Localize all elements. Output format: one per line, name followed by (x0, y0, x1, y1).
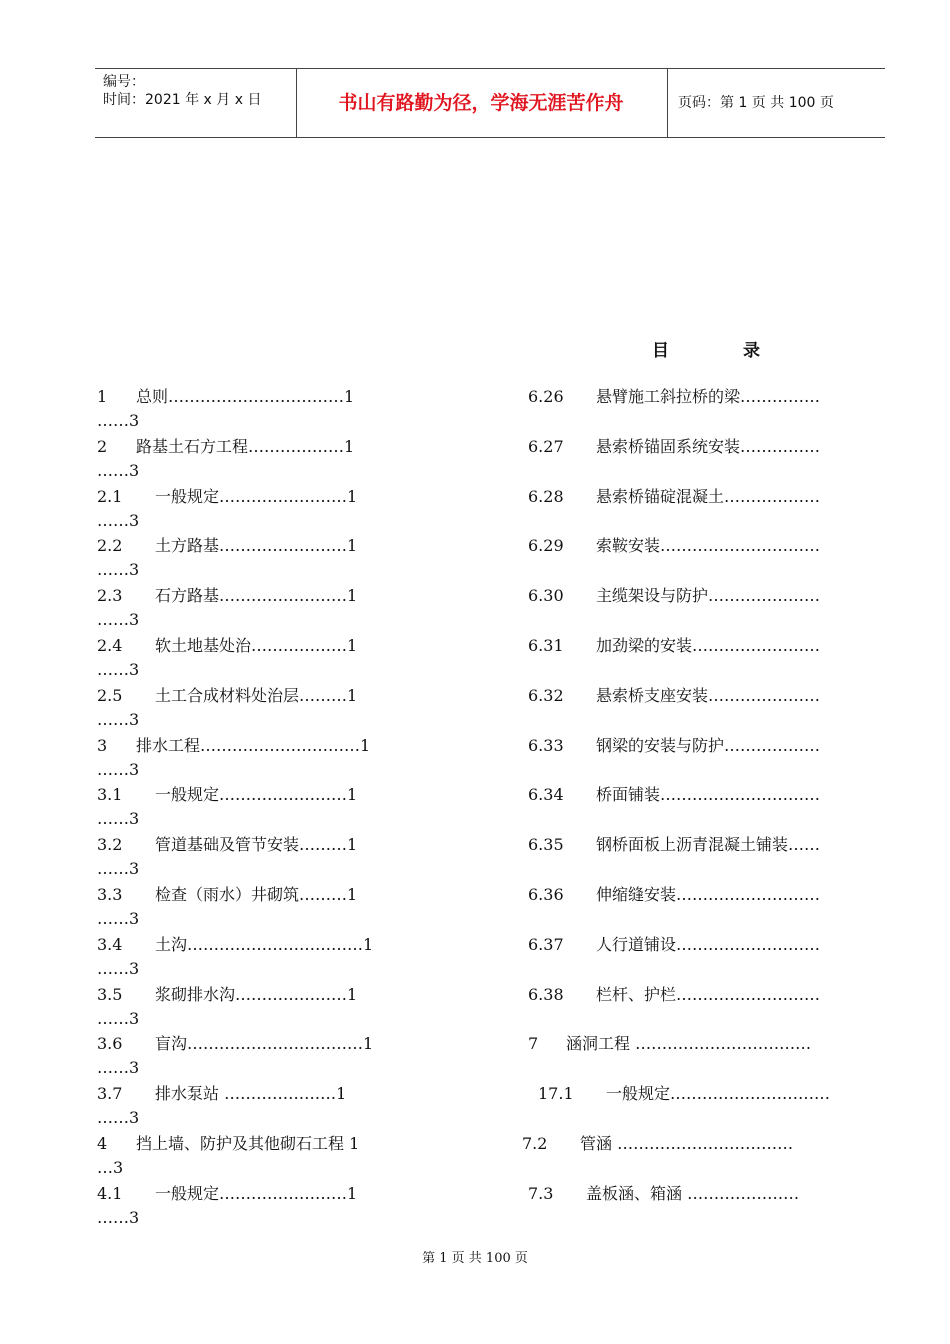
toc-entry-text: 土沟……………………………1 (155, 934, 374, 954)
toc-entry-text: 管涵 …………………………… (580, 1134, 794, 1153)
toc-entry[interactable] (97, 485, 357, 533)
toc-entry[interactable] (528, 534, 820, 558)
header-meta (103, 73, 261, 109)
toc-entry-number: 1 (97, 387, 108, 406)
toc-entry-number: 2.1 (97, 486, 123, 506)
toc-entry[interactable] (528, 833, 820, 857)
toc-entry[interactable] (97, 684, 357, 732)
toc-entry[interactable] (97, 983, 357, 1031)
toc-entry[interactable] (528, 485, 820, 509)
toc-entry-number: 2.3 (97, 586, 123, 606)
toc-entry[interactable] (528, 783, 820, 807)
toc-entry-page: ……3 (97, 510, 140, 530)
toc-entry-number: 6.37 (528, 934, 564, 954)
toc-entry[interactable] (522, 1132, 793, 1156)
toc-entry[interactable] (528, 634, 820, 658)
toc-entry-number: 6.29 (528, 536, 564, 556)
toc-entry-text: 伸缩缝安装……………………… (596, 885, 821, 904)
toc-entry-text: 栏杆、护栏……………………… (596, 984, 821, 1004)
toc-title: 目 录 (652, 341, 760, 361)
toc-entry-number: 6.32 (528, 685, 564, 705)
toc-entry-page: ……3 (97, 411, 140, 430)
toc-entry-number: 3.4 (97, 934, 123, 954)
toc-entry-text: 路基土石方工程………………1 (136, 436, 355, 456)
toc-entry-number: 3 (97, 735, 108, 755)
header-page-info: 页码：第 1 页 共 100 页 (678, 95, 834, 111)
toc-entry-number: 4.1 (97, 1183, 123, 1203)
toc-entry-page: ……3 (97, 1207, 140, 1227)
toc-entry-number: 6.35 (528, 835, 564, 855)
toc-entry-text: 悬臂施工斜拉桥的梁…………… (596, 387, 821, 406)
toc-entry-number: 6.28 (528, 486, 564, 506)
toc-entry-number: 6.31 (528, 636, 564, 655)
toc-entry-text: 浆砌排水沟…………………1 (155, 984, 358, 1004)
toc-entry-text: 索鞍安装………………………… (596, 536, 821, 556)
toc-entry[interactable] (528, 1032, 811, 1056)
toc-entry-number: 3.1 (97, 785, 123, 805)
toc-entry-number: 3.7 (97, 1084, 123, 1104)
toc-entry[interactable] (97, 435, 354, 483)
toc-entry-text: 钢梁的安装与防护……………… (596, 735, 821, 755)
toc-entry-page: ……3 (97, 809, 140, 829)
toc-entry-number: 17.1 (538, 1084, 574, 1104)
toc-entry-page: ……3 (97, 660, 140, 679)
toc-entry[interactable] (528, 385, 820, 409)
toc-entry-text: 石方路基……………………1 (155, 586, 358, 606)
toc-entry-page: ……3 (97, 610, 140, 630)
toc-entry[interactable] (97, 1182, 357, 1230)
toc-entry-page: ……3 (97, 709, 140, 729)
toc-entry-text: 一般规定……………………1 (155, 1183, 358, 1203)
toc-entry-text: 管道基础及管节安装………1 (155, 835, 358, 855)
toc-entry-text: 排水工程…………………………1 (136, 735, 371, 755)
toc-entry-text: 盖板涵、箱涵 ………………… (586, 1183, 800, 1203)
toc-entry-page: ……3 (97, 560, 140, 580)
toc-entry[interactable] (97, 883, 357, 931)
toc-entry-text: 软土地基处治………………1 (155, 636, 358, 655)
page-header (95, 68, 885, 138)
toc-entry-page: ……3 (97, 1008, 140, 1028)
toc-entry-page: ……3 (97, 859, 140, 879)
toc-entry-number: 3.3 (97, 885, 123, 904)
toc-entry[interactable] (97, 1132, 359, 1180)
toc-entry-text: 桥面铺装………………………… (596, 785, 821, 805)
toc-entry[interactable] (97, 385, 354, 433)
toc-entry-text: 涵洞工程 …………………………… (566, 1034, 812, 1054)
header-motto: 书山有路勤为径，学海无涯苦作舟 (338, 92, 624, 114)
toc-entry-text: 悬索桥锚固系统安装…………… (596, 436, 821, 456)
toc-entry-text: 排水泵站 …………………1 (155, 1084, 347, 1104)
toc-entry-text: 检查（雨水）井砌筑………1 (155, 885, 358, 904)
toc-entry-text: 盲沟……………………………1 (155, 1034, 374, 1054)
toc-entry[interactable] (528, 734, 820, 758)
toc-entry[interactable] (97, 634, 357, 682)
toc-entry-number: 6.26 (528, 387, 564, 406)
toc-entry-number: 7.2 (522, 1134, 548, 1153)
time-label: 时间：2021 年 x 月 x 日 (103, 92, 262, 108)
toc-entry-text: 悬索桥支座安装………………… (596, 685, 821, 705)
toc-entry[interactable] (97, 833, 357, 881)
toc-entry-number: 2.5 (97, 685, 123, 705)
toc-entry[interactable] (528, 983, 820, 1007)
toc-entry-number: 3.5 (97, 984, 123, 1004)
toc-entry[interactable] (528, 584, 820, 608)
toc-entry-text: 总则……………………………1 (136, 387, 355, 406)
toc-entry[interactable] (97, 933, 373, 981)
toc-entry-page: ……3 (97, 958, 140, 978)
toc-entry-number: 4 (97, 1134, 108, 1153)
toc-entry-number: 6.38 (528, 984, 564, 1004)
toc-entry[interactable] (538, 1082, 830, 1106)
toc-entry[interactable] (528, 933, 820, 957)
toc-entry-text: 土工合成材料处治层………1 (155, 685, 358, 705)
toc-entry-page: ……3 (97, 909, 140, 928)
toc-entry-number: 2.4 (97, 636, 123, 655)
toc-entry-page: ……3 (97, 460, 140, 480)
toc-entry-number: 6.36 (528, 885, 564, 904)
toc-entry[interactable] (97, 534, 357, 582)
serial-label: 编号： (103, 74, 145, 90)
toc-entry-text: 土方路基……………………1 (155, 536, 358, 556)
toc-entry-text: 一般规定……………………1 (155, 486, 358, 506)
toc-entry-number: 2.2 (97, 536, 123, 556)
toc-entry-text: 人行道铺设……………………… (596, 934, 821, 954)
header-divider (667, 69, 668, 137)
toc-entry-number: 6.27 (528, 436, 564, 456)
page-footer: 第 1 页 共 100 页 (422, 1251, 528, 1266)
toc-entry-number: 7 (528, 1034, 539, 1054)
toc-entry[interactable] (528, 883, 820, 907)
toc-entry-number: 6.30 (528, 586, 564, 606)
toc-entry-page: …3 (97, 1158, 124, 1177)
toc-entry-page: ……3 (97, 1058, 140, 1078)
toc-entry-text: 挡上墙、防护及其他砌石工程 1 (136, 1134, 360, 1153)
toc-entry-number: 6.33 (528, 735, 564, 755)
toc-entry-text: 加劲梁的安装…………………… (596, 636, 821, 655)
toc-entry[interactable] (528, 684, 820, 708)
toc-entry-text: 钢桥面板上沥青混凝土铺装…… (596, 835, 821, 855)
toc-entry[interactable] (528, 1182, 799, 1206)
toc-entry[interactable] (97, 1032, 373, 1080)
toc-entry[interactable] (97, 734, 370, 782)
toc-entry-text: 一般规定……………………1 (155, 785, 358, 805)
toc-entry-page: ……3 (97, 1108, 140, 1128)
toc-entry-number: 3.6 (97, 1034, 123, 1054)
toc-entry-number: 7.3 (528, 1183, 554, 1203)
toc-entry-number: 6.34 (528, 785, 564, 805)
toc-entry-text: 悬索桥锚碇混凝土……………… (596, 486, 821, 506)
toc-entry-text: 一般规定………………………… (606, 1084, 831, 1104)
toc-entry-number: 2 (97, 436, 108, 456)
toc-entry-page: ……3 (97, 759, 140, 779)
toc-entry-text: 主缆架设与防护………………… (596, 586, 821, 606)
toc-entry-number: 3.2 (97, 835, 123, 855)
toc-entry[interactable] (97, 1082, 346, 1130)
toc-entry[interactable] (97, 783, 357, 831)
toc-entry[interactable] (97, 584, 357, 632)
toc-entry[interactable] (528, 435, 820, 459)
